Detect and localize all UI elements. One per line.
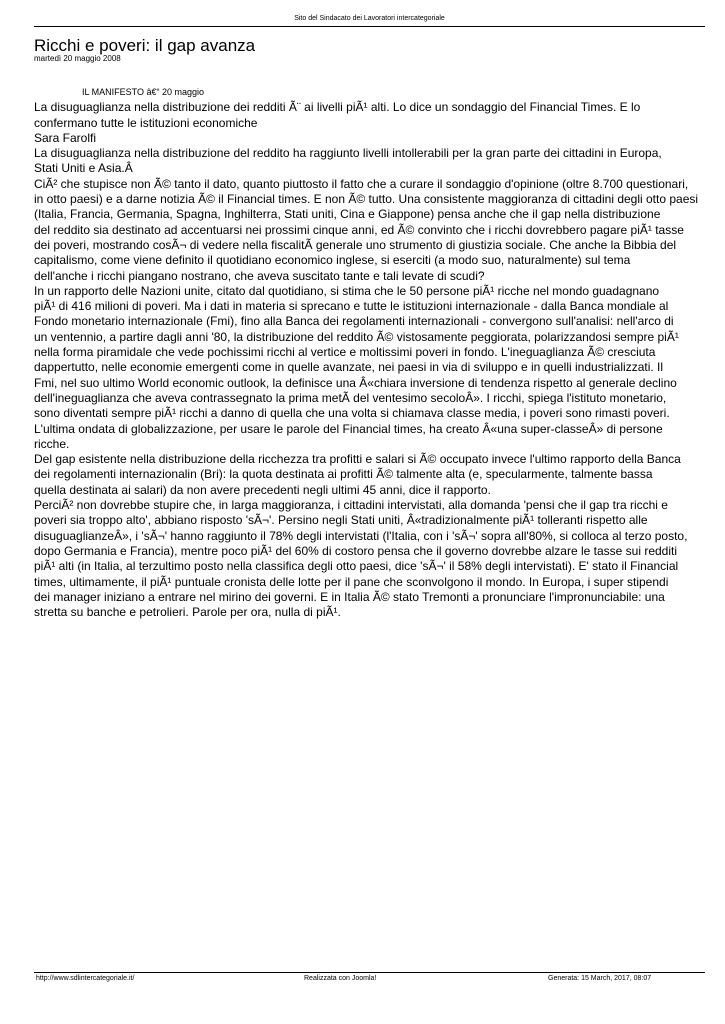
article-line: sono diventati sempre piÃ¹ ricchi a danno di quella che una volta si chiamava classe media, i poveri sono rimasti poveri. <box>34 406 670 421</box>
article-line: nella forma piramidale che vede pochissimi ricchi al vertice e moltissimi poveri in fondo. L'ineguaglianza Ã© cresciuta <box>34 345 656 360</box>
article-line: Fondo monetario internazionale (Fmi), fino alla Banca dei regolamenti internazionali - convergono sull'analisi: nell'arco di <box>34 314 674 329</box>
article-line: PerciÃ² non dovrebbe stupire che, in larga maggioranza, i cittadini intervistati, alla domanda 'pensi che il gap tra ricchi e <box>34 498 668 513</box>
article-line: in otto paesi) e a darne notizia Ã© il Financial times. E non Ã© tutto. Una consistente maggioranza di cittadini degli otto paesi <box>34 192 699 207</box>
article-line: CiÃ² che stupisce non Ã© tanto il dato, quanto piuttosto il fatto che a curare il sondaggio d'opinione (oltre 8.700 questionari, <box>34 176 689 191</box>
article-line: disuguaglianzeÂ», i 'sÃ¬' hanno raggiunto il 78% degli intervistati (l'Italia, con i 'sÃ¬' sopra all'80%, si colloca al terzo posto, <box>34 528 688 543</box>
article-line: Del gap esistente nella distribuzione della ricchezza tra profitti e salari si Ã© occupato invece l'ultimo rapporto della Banca <box>34 452 681 467</box>
article-line: confermano tutte le istituzioni economiche <box>34 115 258 130</box>
article-line: dappertutto, nelle economie emergenti come in quelle avanzate, nei paesi in via di sviluppo e in quelli industrializzati. Il <box>34 360 664 375</box>
article-body <box>34 85 706 620</box>
article-line: dei manager iniziano a entrare nel mirino dei governi. E in Italia Ã© stato Tremonti a pronunciare l'impronunciabile: una <box>34 589 665 604</box>
article-title: Ricchi e poveri: il gap avanza <box>34 36 256 55</box>
article-line: In un rapporto delle Nazioni unite, citato dal quotidiano, si stima che le 50 persone piÃ¹ ricche nel mondo guadagnano <box>34 283 660 298</box>
article-line: ricche. <box>34 436 70 451</box>
article-line: times, ultimamente, il piÃ¹ puntuale cronista delle lotte per il pane che sconvolgono il mondo. In Europa, i super stipendi <box>34 574 669 589</box>
article-line: L'ultima ondata di globalizzazione, per usare le parole del Financial times, ha creato Â«una super-classeÂ» di persone <box>34 421 663 436</box>
article-line: quella destinata ai salari) da non avere precedenti negli ultimi 45 anni, dice il rapporto. <box>34 482 491 497</box>
article-line: capitalismo, come viene definito il quotidiano economico inglese, si eserciti (a modo suo, naturalmente) sul tema <box>34 253 631 268</box>
article-line: Fmi, nel suo ultimo World economic outlook, la definisce una Â«chiara inversione di tendenza rispetto al generale declino <box>34 375 677 390</box>
article-line: del reddito sia destinato ad accentuarsi nei prossimi cinque anni, ed Ã© convinto che i ricchi dovrebbero pagare piÃ¹ tasse <box>34 222 684 237</box>
article-line: dell'ineguaglianza che aveva contrassegnato la prima metÃ del ventesimo secoloÂ». I ricchi, spiega l'istituto monetario, <box>34 390 667 405</box>
article-line: stretta su banche e petrolieri. Parole per ora, nulla di piÃ¹. <box>34 605 341 620</box>
footer-generated: Generata: 15 March, 2017, 08:07 <box>548 975 652 982</box>
article-line: un ventennio, a partire dagli anni '80, la distribuzione del reddito Ã© vistosamente peggiorata, polarizzandosi sempre piÃ¹ <box>34 329 679 344</box>
article-line: IL MANIFESTO â€“ 20 maggio <box>82 87 205 97</box>
footer-url[interactable]: http://www.sdlintercategoriale.it/ <box>36 975 135 982</box>
page-header <box>34 12 705 27</box>
article-line: dopo Germania e Francia), mentre poco piÃ¹ del 60% di costoro pensa che il governo dovrebbe alzare le tasse sui redditi <box>34 543 678 558</box>
article-line: La disuguaglianza nella distribuzione del reddito ha raggiunto livelli intollerabili per la gran parte dei cittadini in Europa, <box>34 146 662 161</box>
article-date: martedì 20 maggio 2008 <box>34 54 121 63</box>
article-line: (Italia, Francia, Germania, Spagna, Inghilterra, Stati uniti, Cina e Giappone) pensa anche che il gap nella distribuzione <box>34 207 661 222</box>
page-footer <box>34 972 705 985</box>
site-title: Sito del Sindacato dei Lavoratori intercategoriale <box>294 15 445 22</box>
article-line: dei poveri, mostrando cosÃ¬ di vedere nella fiscalitÃ generale uno strumento di giustizia sociale. Che anche la Bibbia del <box>34 237 677 252</box>
article-line: La disuguaglianza nella distribuzione dei redditi Ã¨ ai livelli piÃ¹ alti. Lo dice un sondaggio del Financial Times. E lo <box>34 100 641 115</box>
article-line: dell'anche i ricchi piangano nostrano, che aveva suscitato tante e tali levate di scudi? <box>34 268 485 283</box>
article-line: dei regolamenti internazionalin (Bri): la quota destinata ai profitti Ã© talmente alta (e, specularmente, talmente bassa <box>34 467 653 482</box>
article-line: piÃ¹ di 416 milioni di poveri. Ma i dati in materia si sprecano e tutte le istituzioni internazionale - dalla Banca mondiale al <box>34 299 669 314</box>
article-line: Sara Farolfi <box>34 130 97 145</box>
article-line: poveri sia troppo alto', abbiano risposto 'sÃ¬'. Persino negli Stati uniti, Â«tradizionalmente piÃ¹ tolleranti rispetto alle <box>34 513 648 528</box>
footer-powered-by: Realizzata con Joomla! <box>304 975 377 982</box>
article-line: piÃ¹ alti (in Italia, al terzultimo posto nella classifica degli otto paesi, dice 'sÃ¬' il 58% degli intervistati). E' stato il Financial <box>34 559 679 574</box>
article-line: Stati Uniti e Asia.Â <box>34 161 133 176</box>
